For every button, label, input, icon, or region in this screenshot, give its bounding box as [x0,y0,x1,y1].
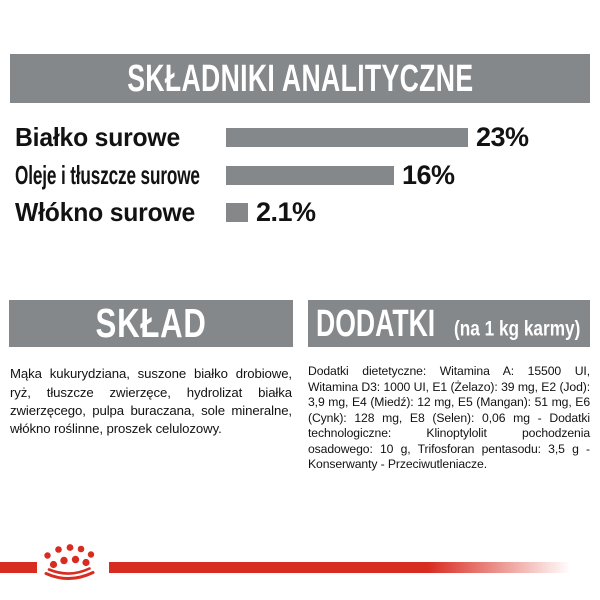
footer-red-band-right [109,562,600,573]
analytical-components-title: SKŁADNIKI ANALITYCZNE [126,57,474,100]
chart-row [0,119,600,157]
chart-bar [226,166,394,185]
chart-row [0,157,600,195]
sklad-section-header-bar [9,300,293,347]
sklad-section-title: SKŁAD [95,300,207,346]
chart-bar [226,128,468,147]
dodatki-section-subtitle: (na 1 kg karmy) [454,317,581,340]
analytical-chart [0,119,600,232]
chart-category-label: Białko surowe [15,122,181,153]
chart-value-label: 23% [476,122,529,153]
chart-row [0,194,600,232]
royal-canin-crown-icon [30,537,106,587]
dodatki-section-title: DODATKI [316,302,436,345]
chart-category-label: Włókno surowe [15,197,196,228]
dodatki-additives-text: Dodatki dietetyczne: Witamina A: 15500 UI, Witamina D3: 1000 UI, E1 (Żelazo): 39 mg, E2 (Jod): 3,9 mg, E4 (Miedź): 12 mg, E5 (Mangan): 51 mg, E6 (Cynk): 128 mg, E8 (Selen): 0,06 mg - Dodatki technologiczne: Klinoptylolit pochodzenia osadowego: 10 g, Trifosforan pentasodu: 3,5 g - Konserwanty - Przeciwutleniacze. [308,364,590,472]
chart-value-label: 16% [402,159,455,190]
chart-value-label: 2.1% [256,197,316,228]
sklad-ingredients-text: Mąka kukurydziana, suszone białko drobiowe, ryż, tłuszcze zwierzęce, hydrolizat białka zwierzęcego, pulpa buraczana, sole mineralne, włókno roślinne, proszek celulozowy. [10,366,292,437]
analytical-components-header-bar [10,54,590,103]
chart-category-label: Oleje i tłuszcze surowe [15,159,200,190]
dodatki-section-header-bar [308,300,590,347]
chart-bar [226,203,248,222]
